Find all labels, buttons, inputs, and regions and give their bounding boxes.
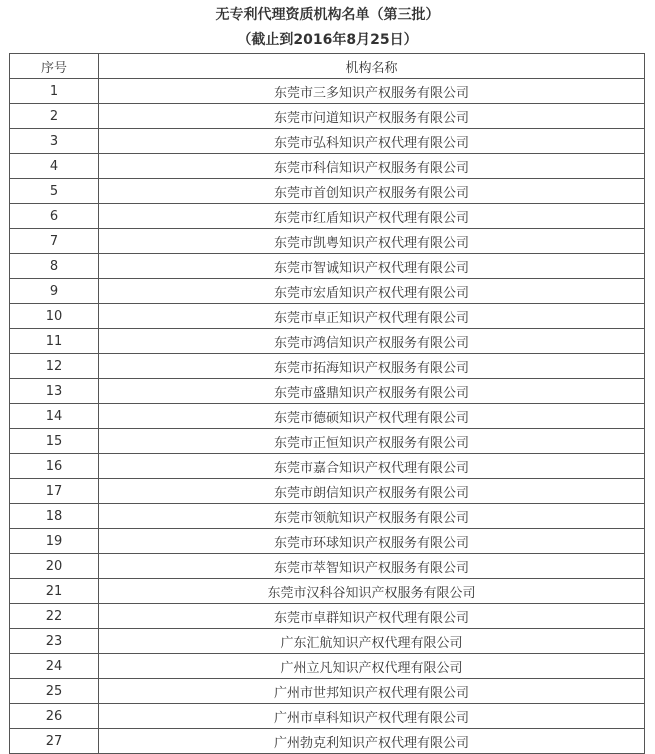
cell-agency-name: 东莞市卓群知识产权代理有限公司 [99,604,645,629]
table-row [10,204,645,229]
table-row [10,379,645,404]
table-row [10,179,645,204]
cell-index: 21 [10,579,99,604]
table-row [10,279,645,304]
cell-index: 16 [10,454,99,479]
cell-index: 27 [10,729,99,754]
table-row [10,679,645,704]
table-body [10,79,645,754]
cell-agency-name: 东莞市宏盾知识产权代理有限公司 [99,279,645,304]
cell-agency-name: 东莞市鸿信知识产权服务有限公司 [99,329,645,354]
cell-agency-name: 东莞市朗信知识产权服务有限公司 [99,479,645,504]
table-row [10,254,645,279]
cell-index: 23 [10,629,99,654]
agency-table [9,53,645,754]
cell-index: 11 [10,329,99,354]
cell-index: 18 [10,504,99,529]
cell-index: 3 [10,129,99,154]
cell-agency-name: 东莞市汉科谷知识产权服务有限公司 [99,579,645,604]
page-subtitle: （截止到2016年8月25日） [237,32,418,48]
table-row [10,479,645,504]
cell-agency-name: 东莞市问道知识产权服务有限公司 [99,104,645,129]
table-row [10,579,645,604]
cell-agency-name: 广州勃克利知识产权代理有限公司 [99,729,645,754]
column-header-index: 序号 [10,54,99,79]
cell-index: 5 [10,179,99,204]
table-row [10,729,645,754]
cell-index: 6 [10,204,99,229]
table-row [10,79,645,104]
table-row [10,129,645,154]
cell-index: 13 [10,379,99,404]
cell-index: 9 [10,279,99,304]
cell-index: 24 [10,654,99,679]
cell-index: 4 [10,154,99,179]
table-row [10,529,645,554]
cell-agency-name: 东莞市凯粤知识产权代理有限公司 [99,229,645,254]
cell-index: 12 [10,354,99,379]
cell-index: 19 [10,529,99,554]
cell-agency-name: 东莞市正恒知识产权服务有限公司 [99,429,645,454]
cell-index: 17 [10,479,99,504]
table-row [10,329,645,354]
table-row [10,604,645,629]
cell-agency-name: 东莞市环球知识产权服务有限公司 [99,529,645,554]
cell-index: 7 [10,229,99,254]
cell-index: 15 [10,429,99,454]
cell-agency-name: 东莞市科信知识产权服务有限公司 [99,154,645,179]
cell-index: 8 [10,254,99,279]
cell-agency-name: 东莞市弘科知识产权代理有限公司 [99,129,645,154]
table-row [10,654,645,679]
cell-agency-name: 东莞市嘉合知识产权代理有限公司 [99,454,645,479]
cell-agency-name: 东莞市萃智知识产权服务有限公司 [99,554,645,579]
table-header-row [10,54,645,79]
cell-agency-name: 东莞市三多知识产权服务有限公司 [99,79,645,104]
table-row [10,429,645,454]
cell-agency-name: 广东汇航知识产权代理有限公司 [99,629,645,654]
cell-agency-name: 广州市世邦知识产权代理有限公司 [99,679,645,704]
cell-agency-name: 东莞市领航知识产权服务有限公司 [99,504,645,529]
cell-index: 14 [10,404,99,429]
cell-index: 22 [10,604,99,629]
cell-index: 26 [10,704,99,729]
cell-agency-name: 广州立凡知识产权代理有限公司 [99,654,645,679]
cell-agency-name: 东莞市智诚知识产权代理有限公司 [99,254,645,279]
cell-agency-name: 东莞市拓海知识产权服务有限公司 [99,354,645,379]
table-row [10,454,645,479]
page-title: 无专利代理资质机构名单（第三批） [215,7,440,23]
cell-agency-name: 东莞市盛鼎知识产权服务有限公司 [99,379,645,404]
cell-agency-name: 广州市卓科知识产权代理有限公司 [99,704,645,729]
cell-agency-name: 东莞市红盾知识产权代理有限公司 [99,204,645,229]
cell-index: 10 [10,304,99,329]
table-row [10,704,645,729]
cell-agency-name: 东莞市德硕知识产权代理有限公司 [99,404,645,429]
table-row [10,554,645,579]
table-row [10,229,645,254]
cell-index: 20 [10,554,99,579]
table-row [10,629,645,654]
cell-index: 2 [10,104,99,129]
table-row [10,304,645,329]
table-row [10,154,645,179]
table-row [10,404,645,429]
cell-agency-name: 东莞市首创知识产权服务有限公司 [99,179,645,204]
table-row [10,104,645,129]
cell-agency-name: 东莞市卓正知识产权代理有限公司 [99,304,645,329]
table-row [10,354,645,379]
cell-index: 25 [10,679,99,704]
cell-index: 1 [10,79,99,104]
column-header-agency-name: 机构名称 [99,54,645,79]
table-row [10,504,645,529]
